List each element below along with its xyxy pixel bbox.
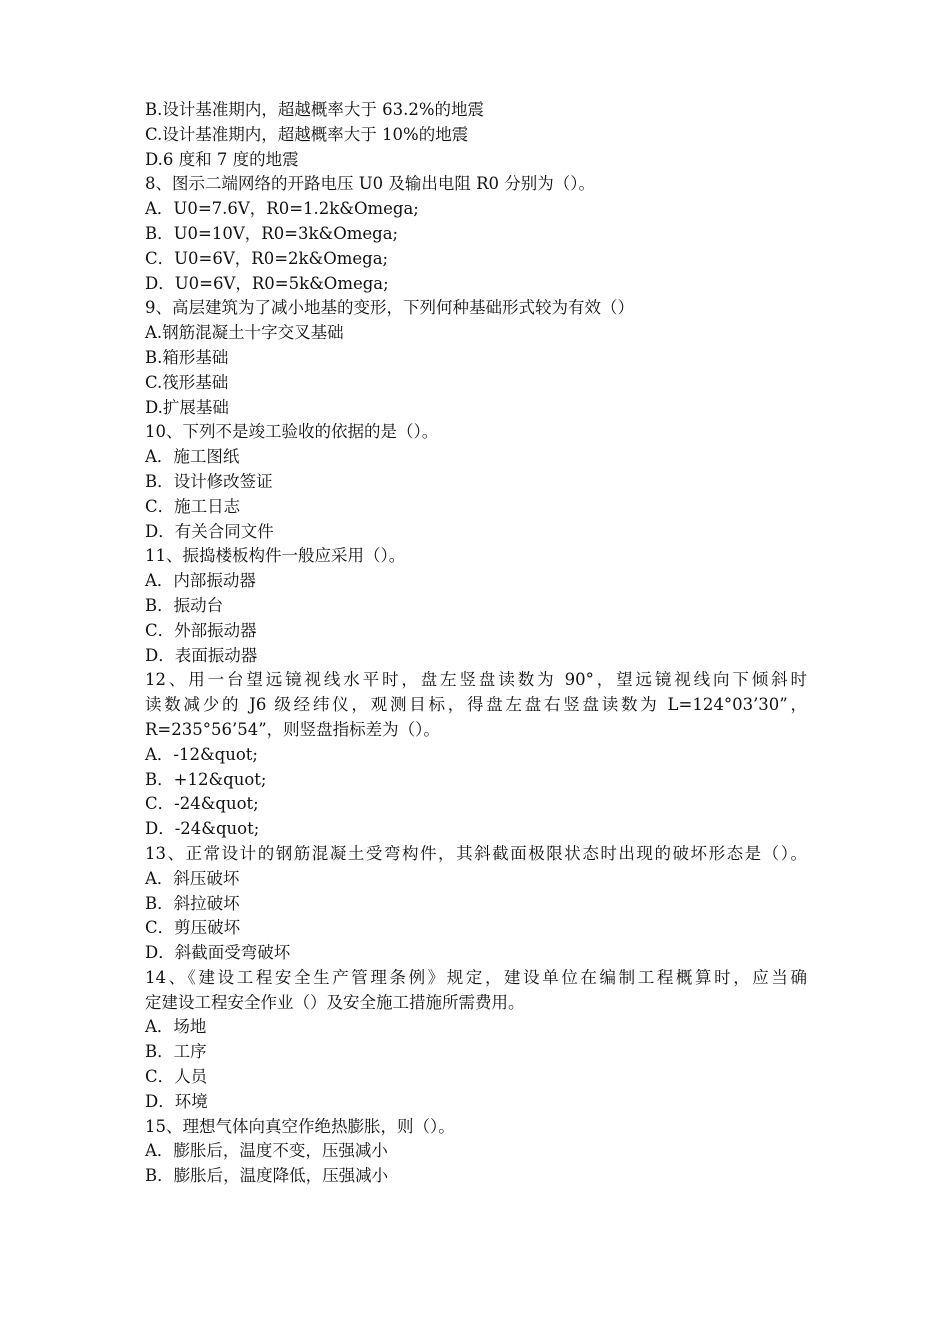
question-10: 10、下列不是竣工验收的依据的是（）。 — [145, 422, 439, 442]
option-line: A．膨胀后，温度不变，压强减小 — [145, 1141, 388, 1161]
option-line: D．-24&quot; — [145, 819, 260, 839]
option-line: D．有关合同文件 — [145, 521, 274, 541]
question-14: 14、《建设工程安全生产管理条例》规定，建设单位在编制工程概算时，应当确 — [145, 967, 807, 987]
option-line: C.筏形基础 — [145, 372, 229, 392]
option-line: C．剪压破坏 — [145, 918, 241, 938]
option-line: A．-12&quot; — [145, 744, 258, 764]
option-line: D．斜截面受弯破坏 — [145, 943, 291, 963]
document-body — [145, 98, 807, 1189]
option-line: C．人员 — [145, 1067, 208, 1087]
option-line: D.扩展基础 — [145, 397, 229, 417]
text-line: B.设计基准期内，超越概率大于 63.2%的地震 — [145, 100, 485, 119]
option-line: B．斜拉破坏 — [145, 893, 240, 913]
question-11: 11、振捣楼板构件一般应采用（）。 — [145, 546, 406, 566]
option-line: C．外部振动器 — [145, 620, 257, 640]
option-line: D．表面振动器 — [145, 645, 258, 665]
option-line: B．设计修改签证 — [145, 471, 273, 491]
option-line: C．施工日志 — [145, 496, 241, 516]
question-9: 9、高层建筑为了减小地基的变形，下列何种基础形式较为有效（） — [145, 298, 634, 318]
option-line: C．-24&quot; — [145, 794, 259, 814]
option-line: B．工序 — [145, 1042, 207, 1062]
option-line: A.钢筋混凝土十字交叉基础 — [145, 323, 344, 343]
option-line: B．振动台 — [145, 595, 224, 615]
text-line: D.6 度和 7 度的地震 — [145, 149, 299, 169]
option-line: B．+12&quot; — [145, 769, 267, 789]
option-line: D．U0=6V，R0=5k&Omega; — [145, 273, 389, 293]
option-line: C．U0=6V，R0=2k&Omega; — [145, 248, 389, 268]
option-line: B．U0=10V，R0=3k&Omega; — [145, 223, 399, 243]
option-line: A．施工图纸 — [145, 447, 240, 467]
option-line: A．斜压破坏 — [145, 868, 240, 888]
option-line: A．场地 — [145, 1017, 207, 1037]
option-line: D．环境 — [145, 1091, 208, 1111]
option-line: B．膨胀后，温度降低，压强减小 — [145, 1166, 389, 1186]
question-12-continued: R=235°56’54”，则竖盘指标差为（）。 — [145, 719, 440, 739]
option-line: A．内部振动器 — [145, 571, 256, 591]
question-13: 13、正常设计的钢筋混凝土受弯构件，其斜截面极限状态时出现的破坏形态是（）。 — [145, 843, 807, 863]
question-12: 12、用一台望远镜视线水平时，盘左竖盘读数为 90°，望远镜视线向下倾斜时 — [145, 670, 807, 690]
question-14-continued: 定建设工程安全作业（）及安全施工措施所需费用。 — [145, 992, 525, 1012]
option-line: A．U0=7.6V，R0=1.2k&Omega; — [145, 199, 419, 219]
option-line: B.箱形基础 — [145, 347, 229, 367]
question-15: 15、理想气体向真空作绝热膨胀，则（）。 — [145, 1116, 455, 1136]
question-12-continued: 读数减少的 J6 级经纬仪，观测目标，得盘左盘右竖盘读数为 L=124°03’30”， — [145, 695, 807, 715]
text-line: C.设计基准期内，超越概率大于 10%的地震 — [145, 124, 469, 144]
question-8: 8、图示二端网络的开路电压 U0 及输出电阻 R0 分别为（）。 — [145, 174, 596, 194]
